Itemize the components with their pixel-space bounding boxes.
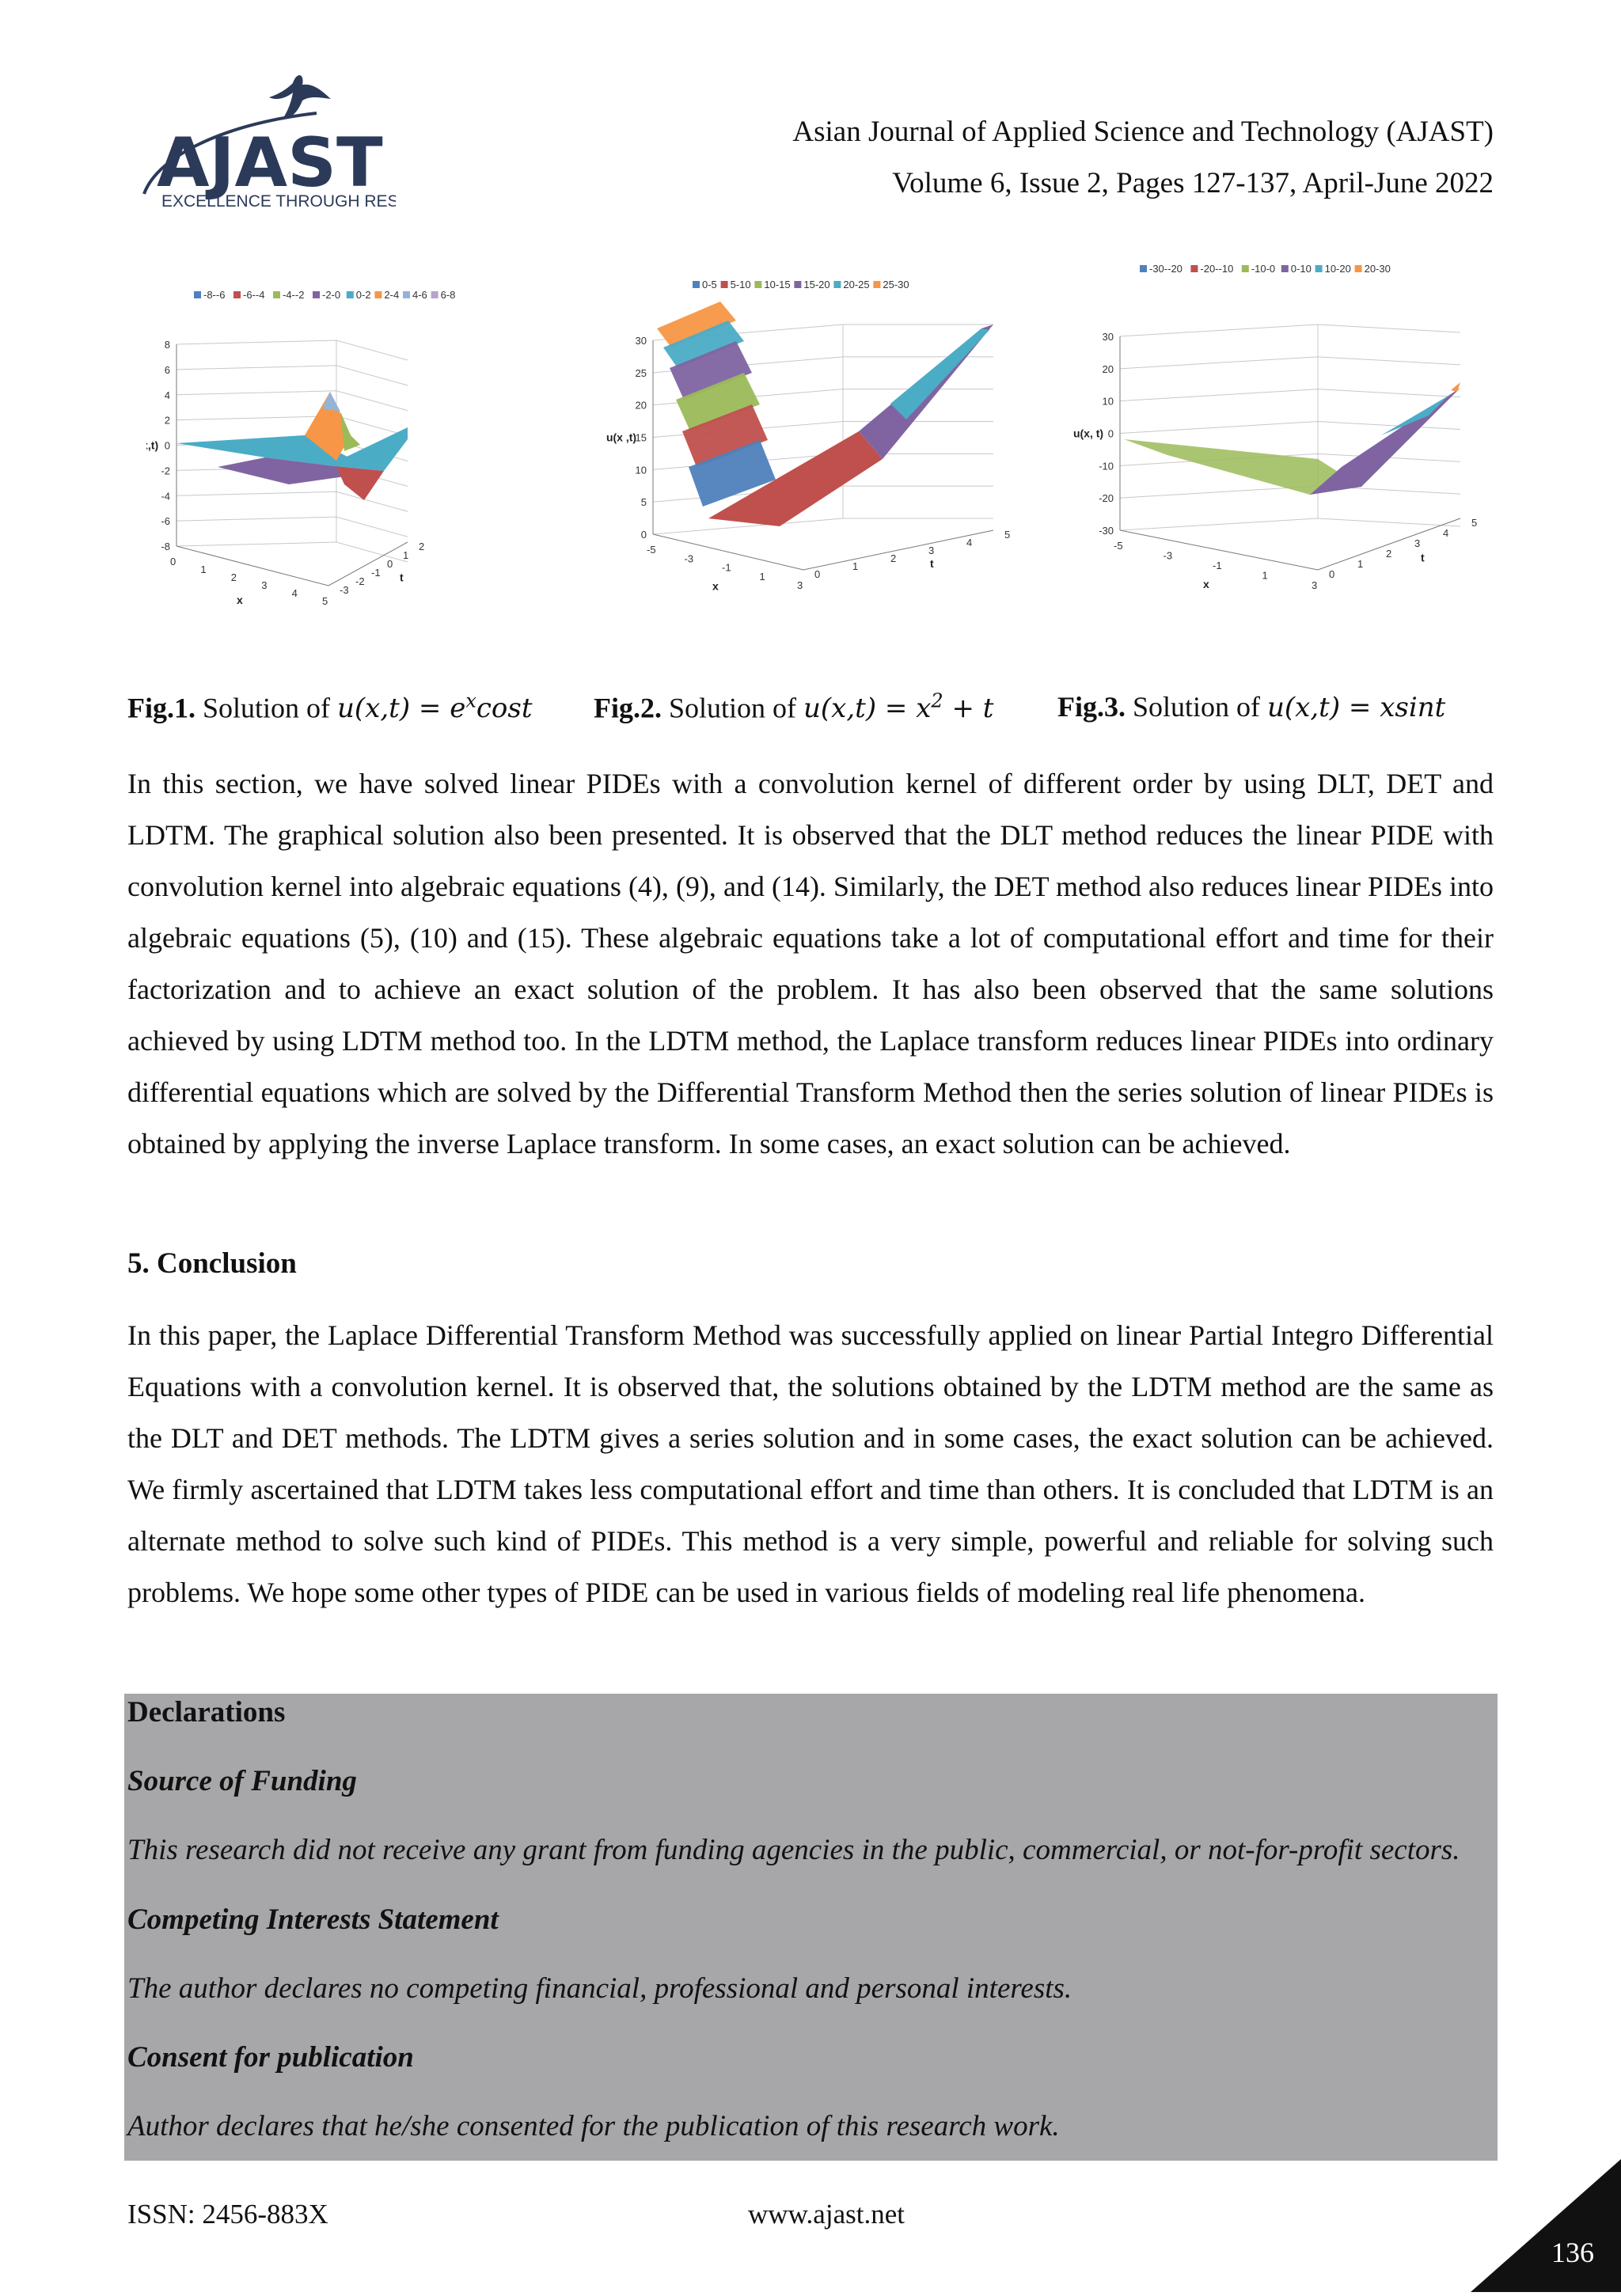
legend-label: 0-2 (355, 289, 371, 301)
gridline (177, 491, 408, 511)
consent-heading: Consent for publication (127, 2041, 414, 2074)
funding-text: This research did not receive any grant from funding agencies in the public, commercial, or not-for-profit sectors. (127, 1834, 1460, 1866)
legend-label: -8--6 (203, 289, 226, 301)
t-tick-label: 0 (814, 568, 821, 580)
t-tick-label: 2 (419, 541, 425, 552)
z-tick-label: 6 (164, 363, 170, 376)
journal-logo (135, 67, 396, 210)
figure-1-caption-prefix: Solution of (203, 692, 331, 724)
legend-label: -30--20 (1149, 263, 1183, 275)
z-tick-label: -10 (1099, 460, 1114, 472)
legend-swatch (431, 291, 438, 298)
x-tick-label: 4 (291, 587, 298, 599)
t-axis-label: t (400, 571, 404, 584)
t-tick-label: 5 (1471, 517, 1478, 529)
legend-label: 0-10 (1290, 263, 1312, 275)
z-tick-label: 8 (164, 339, 170, 351)
z-tick-label: 10 (1102, 395, 1114, 408)
gridline (1120, 324, 1460, 336)
legend-label: 4-6 (412, 289, 427, 301)
legend-label: 0-5 (702, 279, 717, 290)
z-tick-label: -4 (161, 490, 170, 503)
conclusion-heading: 5. Conclusion (127, 1247, 297, 1280)
legend-swatch (403, 291, 410, 298)
legend-label: 25-30 (883, 279, 909, 290)
z-tick-label: 10 (635, 464, 647, 476)
z-tick-label: -20 (1099, 492, 1114, 505)
figure-2-svg (590, 265, 1017, 637)
figure-2-caption-prefix: Solution of (669, 692, 797, 724)
figure-2-label: Fig.2. (594, 692, 662, 724)
legend-label: 20-25 (843, 279, 870, 290)
legend-swatch (374, 291, 382, 298)
legend-swatch (313, 291, 320, 298)
legend-swatch (693, 281, 700, 288)
x-tick-label: -3 (1163, 549, 1173, 562)
z-tick-label: 0 (1107, 427, 1114, 440)
z-tick-label: 4 (164, 389, 170, 401)
legend-swatch (873, 281, 880, 288)
legend-label: 10-20 (1324, 263, 1351, 275)
t-axis-label: t (1421, 551, 1425, 564)
legend-label: 20-30 (1364, 263, 1391, 275)
t-tick-label: 3 (1414, 537, 1421, 549)
gridline (177, 340, 408, 360)
x-tick-label: 1 (759, 570, 765, 583)
z-axis-label: ,t) (147, 438, 159, 452)
legend-swatch (194, 291, 201, 298)
t-tick-label: -1 (371, 567, 381, 579)
legend-swatch (1190, 265, 1198, 272)
bird-logo-icon (135, 67, 396, 210)
legend-label: 15-20 (803, 279, 830, 290)
legend-label: -10-0 (1251, 263, 1276, 275)
figure-3-svg (1049, 257, 1492, 629)
body-paragraph-1: In this section, we have solved linear PIDEs with a convolution kernel of different order by using DLT, DET and LDTM. The graphical solution also been presented. It is observed that the DLT method reduces the linear PIDE with convolution kernel into algebraic equations (4), (9), and (14). Similarly, the DET method also reduces linear PIDEs into algebraic equations (5), (10) and (15). These algebraic equations take a lot of computational effort and time for their factorization and to achieve an exact solution of the problem. It has also been observed that the same solutions achieved by using LDTM method too. In the LDTM method, the Laplace transform reduces linear PIDEs into ordinary differential equations which are solved by the Differential Transform Method then the series solution of linear PIDEs is obtained by applying the inverse Laplace transform. In some cases, an exact solution can be achieved. (127, 768, 1494, 1159)
legend-swatch (754, 281, 761, 288)
t-tick-label: 4 (1443, 527, 1449, 539)
legend-label: 2-4 (384, 289, 400, 301)
x-tick-label: -5 (1114, 540, 1123, 552)
legend-swatch (1355, 265, 1362, 272)
t-tick-label: 1 (403, 549, 409, 561)
footer-issn: ISSN: 2456-883X (127, 2199, 328, 2230)
journal-title: Asian Journal of Applied Science and Technology (AJAST) (792, 116, 1494, 148)
logo-text: AJAST (157, 123, 383, 203)
figure-3-caption-prefix: Solution of (1133, 691, 1261, 723)
z-tick-label: 20 (635, 399, 647, 412)
floor-edge (653, 530, 993, 570)
z-tick-label: -2 (161, 465, 170, 477)
gridline (177, 542, 408, 562)
figure-3-label: Fig.3. (1057, 691, 1126, 723)
x-axis-label: x (712, 579, 719, 593)
legend-swatch (721, 281, 728, 288)
footer-website[interactable]: www.ajast.net (748, 2199, 905, 2230)
legend-swatch (1315, 265, 1323, 272)
legend-swatch (233, 291, 241, 298)
competing-text: The author declares no competing financial, professional and personal interests. (127, 1972, 1072, 2005)
floor-edge (177, 542, 408, 586)
gridline (1120, 389, 1460, 401)
legend-label: -6--4 (243, 289, 265, 301)
volume-info: Volume 6, Issue 2, Pages 127-137, April-June 2022 (892, 167, 1494, 199)
surface-band (890, 328, 989, 419)
figure-2-caption (594, 690, 993, 724)
logo-tagline: EXCELLENCE THROUGH RES (161, 192, 396, 210)
z-tick-label: 0 (164, 439, 170, 452)
z-axis-label: u(x ,t) (606, 431, 637, 444)
x-axis-label: x (237, 594, 243, 606)
x-tick-label: 3 (797, 579, 803, 591)
x-tick-label: -5 (647, 544, 656, 556)
legend-swatch (1281, 265, 1289, 272)
legend-swatch (794, 281, 801, 288)
x-tick-label: 5 (322, 595, 328, 607)
gridline (177, 366, 408, 385)
z-tick-label: 15 (635, 431, 647, 444)
legend-swatch (273, 291, 280, 298)
t-tick-label: 5 (1004, 529, 1011, 541)
gridline (1120, 518, 1460, 530)
z-tick-label: -30 (1099, 525, 1114, 537)
surface-band (1381, 384, 1460, 435)
z-tick-label: 0 (640, 529, 647, 541)
gridline (653, 518, 993, 534)
t-tick-label: 2 (890, 552, 897, 564)
z-tick-label: 25 (635, 366, 647, 379)
x-tick-label: 0 (170, 556, 177, 567)
t-axis-label: t (930, 557, 934, 570)
figure-2-chart (590, 265, 1017, 637)
figure-1-label: Fig.1. (127, 692, 196, 724)
x-tick-label: 1 (1262, 569, 1268, 582)
t-tick-label: 4 (966, 537, 973, 548)
consent-text: Author declares that he/she consented for the publication of this research work. (127, 2110, 1060, 2142)
surface-band (1451, 382, 1460, 392)
legend-swatch (1140, 265, 1147, 272)
x-axis-label: x (1203, 578, 1209, 590)
legend-label: 10-15 (764, 279, 791, 290)
x-tick-label: -1 (722, 561, 731, 574)
surface-band (336, 467, 384, 500)
x-tick-label: 3 (261, 579, 268, 591)
funding-heading: Source of Funding (127, 1765, 357, 1797)
legend-label: -2-0 (322, 289, 341, 301)
figure-1-svg (146, 277, 550, 649)
figure-1-equation: $u(x,t) = e^x\cos t$ (337, 690, 533, 725)
z-tick-label: -8 (161, 541, 170, 552)
page-number: 136 (1551, 2237, 1594, 2268)
floor-edge (1120, 518, 1460, 570)
z-tick-label: 30 (1102, 331, 1114, 343)
gridline (1120, 357, 1460, 369)
gridline (177, 517, 408, 537)
t-tick-label: 1 (852, 560, 859, 572)
competing-heading: Competing Interests Statement (127, 1903, 499, 1936)
x-tick-label: 1 (200, 564, 207, 575)
legend-label: -20--10 (1200, 263, 1234, 275)
page-corner (1471, 2159, 1621, 2292)
z-tick-label: 2 (164, 414, 170, 427)
t-tick-label: 3 (928, 545, 935, 556)
z-tick-label: -6 (161, 515, 170, 528)
t-tick-label: 0 (1329, 568, 1335, 580)
z-axis-label: u(x, t) (1072, 427, 1104, 440)
t-tick-label: -2 (355, 575, 365, 587)
figure-2-equation: $u(x,t) = x^2 + t$ (803, 690, 994, 725)
figure-1-caption (127, 690, 532, 724)
x-tick-label: -1 (1213, 560, 1222, 571)
t-tick-label: 1 (1357, 558, 1364, 570)
x-tick-label: 3 (1312, 579, 1318, 591)
z-tick-label: 5 (640, 496, 647, 509)
t-tick-label: -3 (340, 584, 349, 596)
t-tick-label: 2 (1386, 548, 1392, 560)
figure-3-chart (1049, 257, 1492, 629)
figure-3-equation: u(x,t) = xsint (1267, 692, 1446, 723)
legend-swatch (833, 281, 841, 288)
declarations-heading: Declarations (127, 1696, 286, 1729)
figure-1-chart (146, 277, 550, 649)
t-tick-label: 0 (387, 558, 393, 570)
x-tick-label: 2 (230, 571, 237, 583)
legend-label: 5-10 (730, 279, 751, 290)
x-tick-label: -3 (684, 552, 694, 565)
legend-swatch (1242, 265, 1249, 272)
gridline (177, 416, 408, 436)
legend-swatch (347, 291, 354, 298)
figure-3-caption (1057, 690, 1445, 723)
z-tick-label: 20 (1102, 362, 1114, 375)
conclusion-text: In this paper, the Laplace Differential Transform Method was successfully applied on linear Partial Integro Differential Equations with a convolution kernel. It is observed that, the solutions obtained by the LDTM method are the same as the DLT and DET methods. The LDTM gives a series solution and in some cases, the exact solution can be achieved. We firmly ascertained that LDTM takes less computational effort and time than others. It is concluded that LDTM is an alternate method to solve such kind of PIDEs. This method is a very simple, powerful and reliable for solving such problems. We hope some other types of PIDE can be used in various fields of modeling real life phenomena. (127, 1319, 1494, 1608)
legend-label: -4--2 (283, 289, 305, 301)
gridline (177, 391, 408, 411)
legend-label: 6-8 (440, 289, 456, 301)
z-tick-label: 30 (635, 335, 647, 347)
